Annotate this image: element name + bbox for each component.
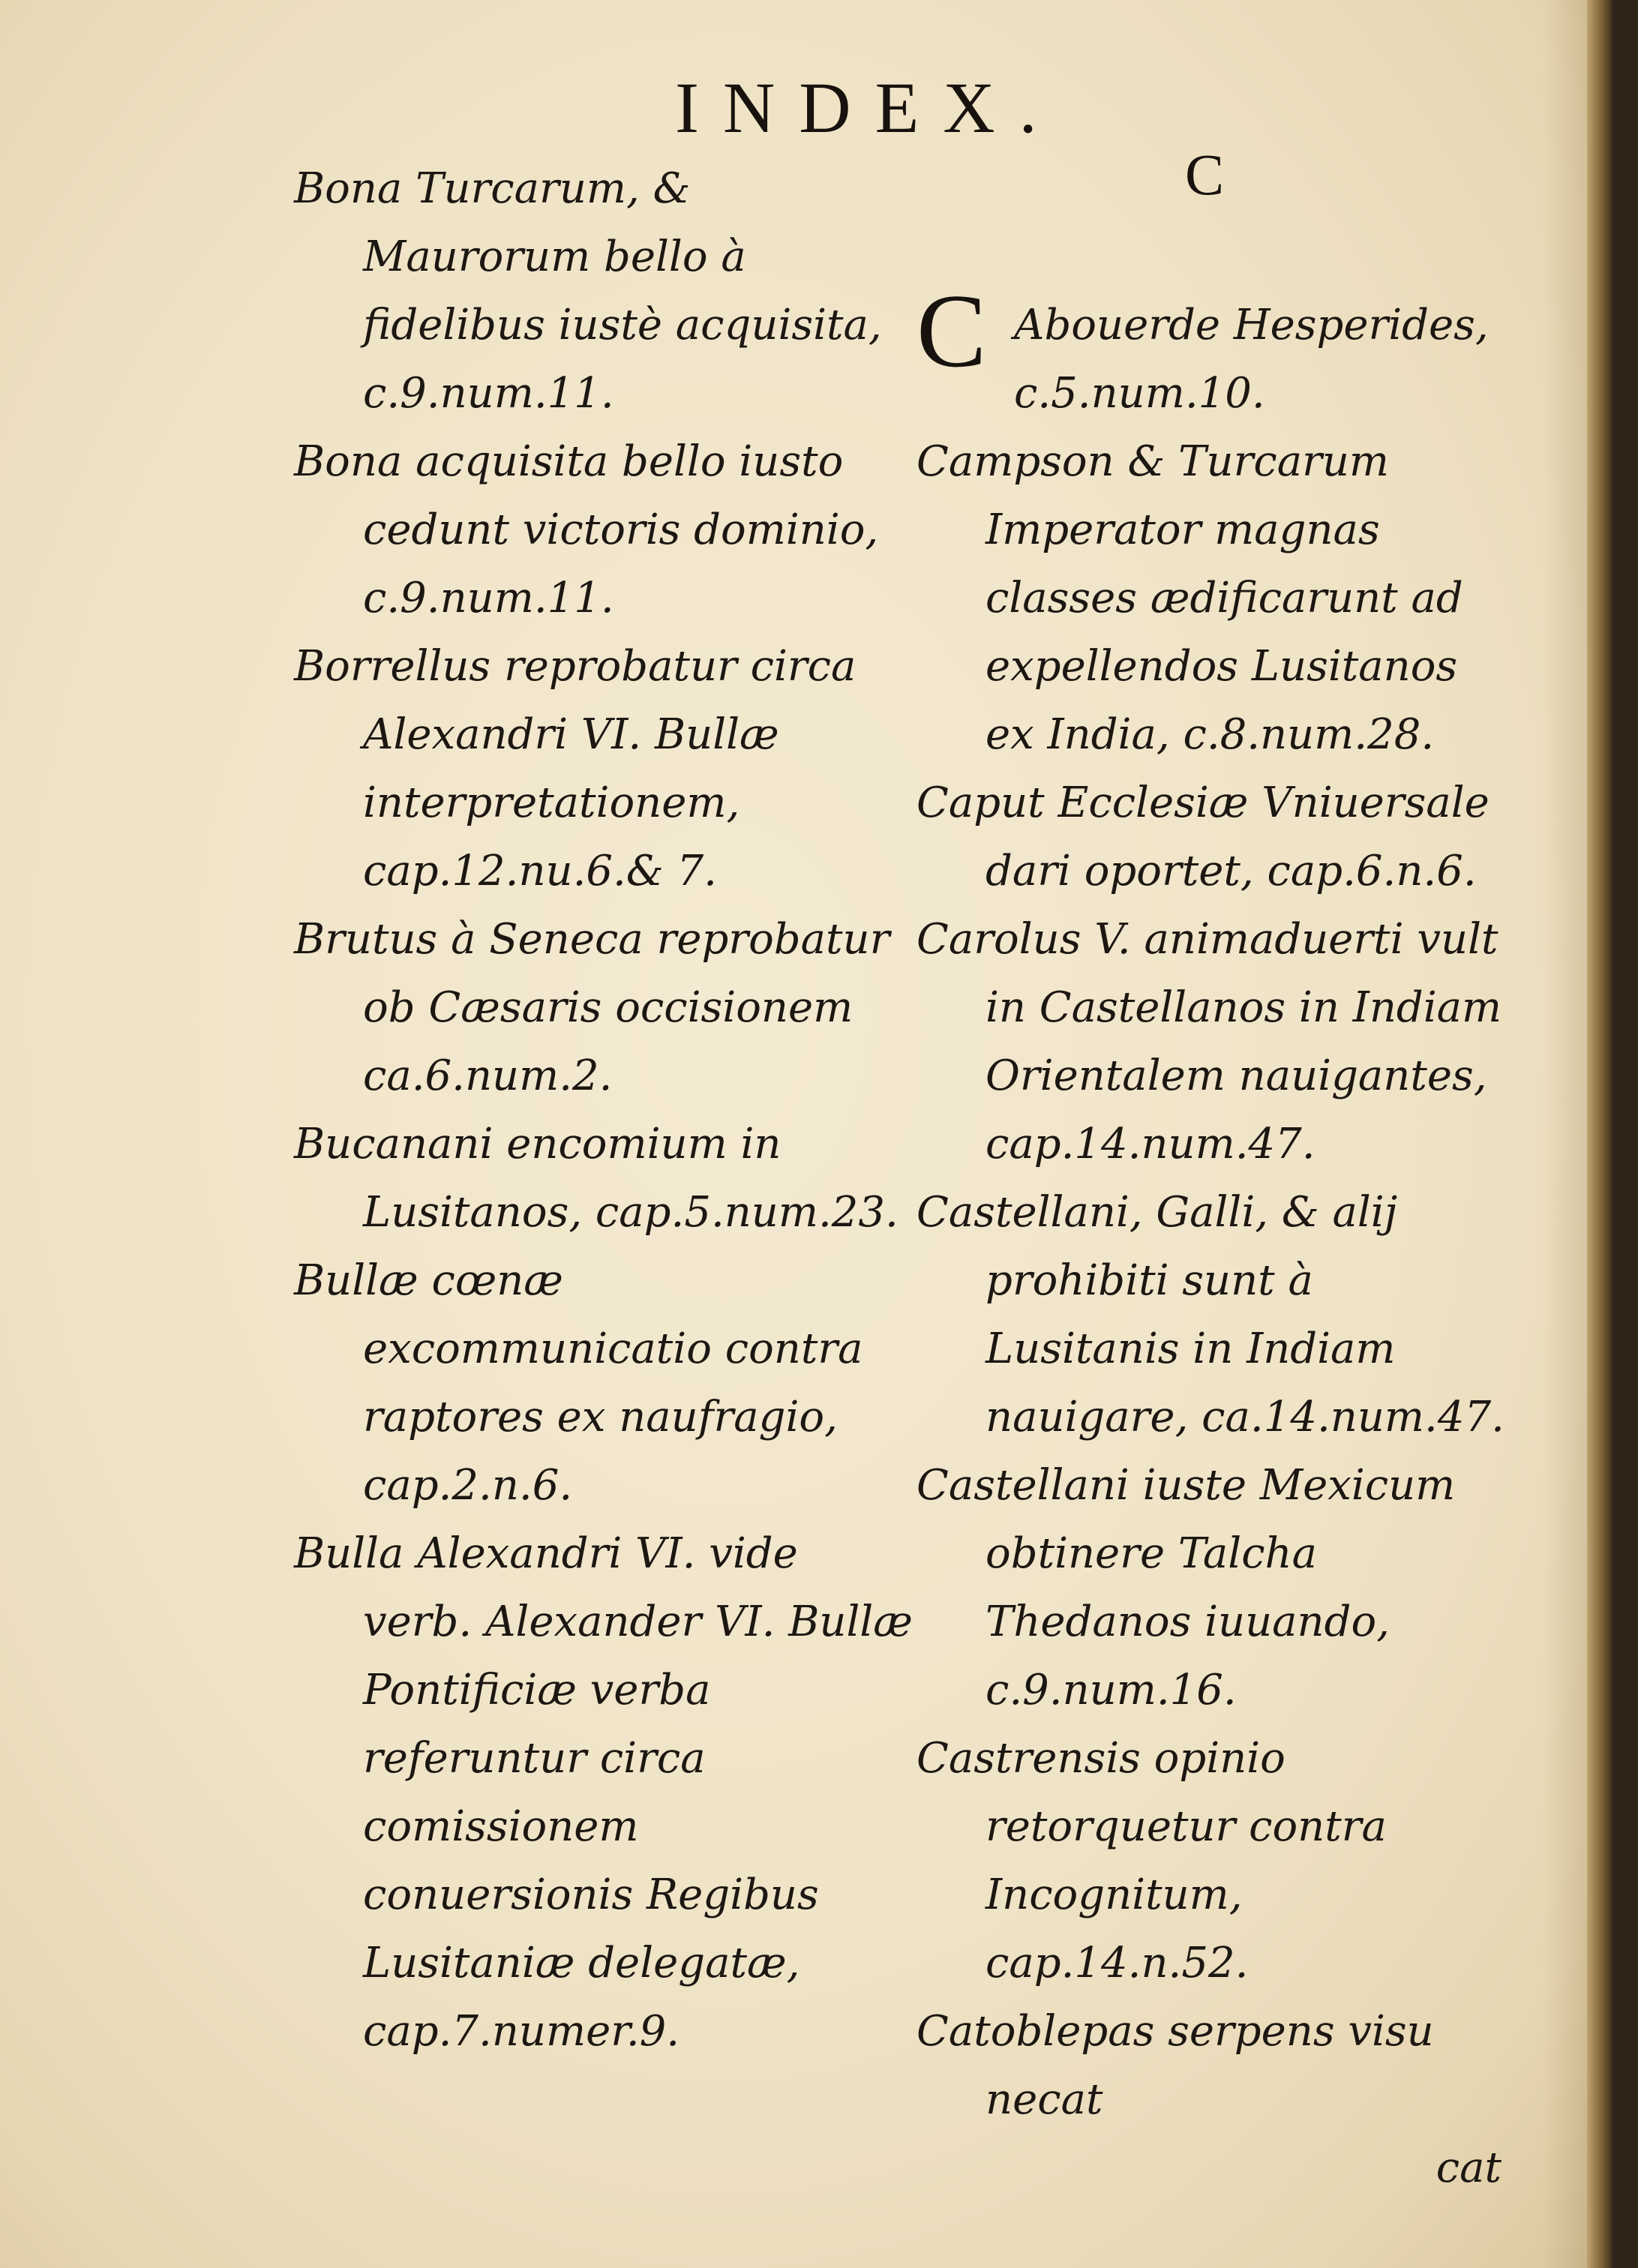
section-letter: C <box>1185 142 1225 207</box>
index-entry-first: Abouerde Hesperides, c.5.num.10. <box>1014 301 1489 418</box>
index-entry: Castellani, Galli, & alij prohibiti sunt à Lusitanis in Indiam nauigare, ca.14.num.47. <box>916 1188 1504 1442</box>
catchword: cat <box>1436 2144 1502 2192</box>
index-entry: Brutus à Seneca reprobatur ob Cæsaris occisionem ca.6.num.2. <box>294 915 890 1100</box>
page-header: INDEX. <box>675 68 1061 148</box>
index-entry: Catoblepas serpens visu necat <box>916 2007 1434 2124</box>
drop-cap: C <box>916 273 987 389</box>
index-entry: Campson & Turcarum Imperator magnas classes ædificarunt ad expellendos Lusitanos ex India, c.8.num.28. <box>916 437 1463 759</box>
index-entry: Castellani iuste Mexicum obtinere Talcha Thedanos iuuando, c.9.num.16. <box>916 1461 1456 1714</box>
index-entry: Bucanani encomium in Lusitanos, cap.5.num.23. <box>294 1120 898 1237</box>
index-entry: Carolus V. animaduerti vult in Castellanos in Indiam Orientalem nauigantes, cap.14.num.47. <box>916 915 1502 1168</box>
index-entry: Bona Turcarum, & Maurorum bello à fidelibus iustè acquisita, c.9.num.11. <box>294 164 882 418</box>
page-gutter <box>1587 0 1612 2268</box>
index-entry: Caput Ecclesiæ Vniuersale dari oportet, cap.6.n.6. <box>916 778 1490 896</box>
right-column <box>916 428 1516 2202</box>
index-entry: Bona acquisita bello iusto cedunt victoris dominio, c.9.num.11. <box>294 437 879 622</box>
index-entry: Bulla Alexandri VI. vide verb. Alexander VI. Bullæ Pontificiæ verba referuntur circa comissionem conuersionis Regibus Lusitaniæ delegatæ, cap.7.numer.9. <box>294 1529 913 2056</box>
index-entry: Castrensis opinio retorquetur contra Incognitum, cap.14.n.52. <box>916 1734 1387 1988</box>
index-entry: Bullæ cœnæ excommunicatio contra raptores ex naufragio, cap.2.n.6. <box>294 1256 863 1510</box>
page-edge-shadow <box>1542 0 1587 2268</box>
left-column <box>294 154 916 2066</box>
index-entry: Borrellus reprobatur circa Alexandri VI. Bullæ interpretationem, cap.12.nu.6.& 7. <box>294 642 856 896</box>
